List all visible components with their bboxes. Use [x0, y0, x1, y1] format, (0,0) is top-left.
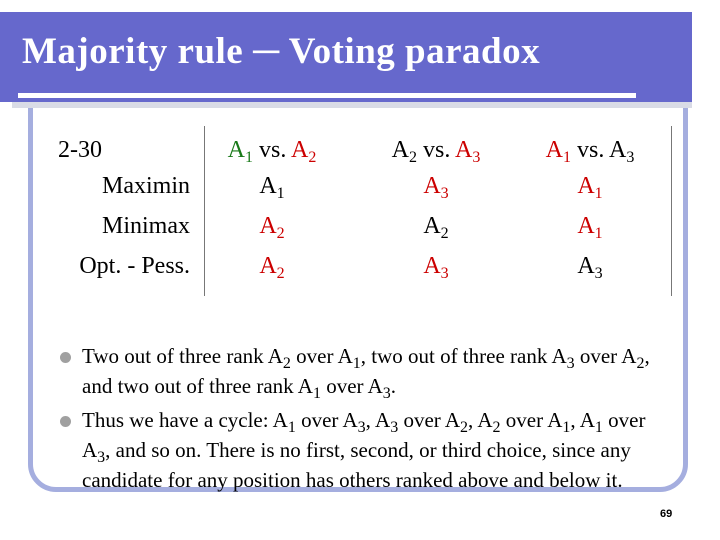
title-underline: [18, 93, 636, 98]
table-row-label: Maximin: [102, 173, 190, 199]
table-corner-label: 2-30: [58, 137, 102, 163]
table-header: $A_1$ vs. $A_3$: [545, 137, 635, 166]
table-border-right: [671, 126, 672, 296]
table-cell: $A_1$: [577, 173, 603, 202]
bullet-item: [60, 409, 660, 491]
table-cell: $A_1$: [259, 173, 285, 202]
table-header: $A_1$ vs. $A_2$: [227, 137, 317, 166]
bullet-dot-icon: [60, 416, 71, 427]
table-row-label: Opt. - Pess.: [79, 253, 190, 279]
table-border-left: [204, 126, 205, 296]
bullet-list: [60, 345, 660, 495]
bullet-text: Two out of three rank $A_2$ over $A_1$, two out of three rank $A_3$ over $A_2$, and two out of three rank $A_1$ over $A_3$.: [82, 344, 650, 402]
table-cell: $A_2$: [259, 253, 285, 282]
slide-title: Majority rule ─ Voting paradox: [22, 31, 541, 72]
table-cell: $A_2$: [423, 213, 449, 242]
table-cell: $A_3$: [423, 253, 449, 282]
table-cell: $A_2$: [259, 213, 285, 242]
table-cell: $A_3$: [423, 173, 449, 202]
bullet-dot-icon: [60, 352, 71, 363]
table-cell: $A_3$: [577, 253, 603, 282]
table-header: $A_2$ vs. $A_3$: [391, 137, 481, 166]
bullet-item: [60, 345, 660, 405]
page-number: 69: [660, 508, 673, 520]
table-cell: $A_1$: [577, 213, 603, 242]
bullet-text: Thus we have a cycle: $A_1$ over $A_3$, $A_3$ over $A_2$, $A_2$ over $A_1$, $A_1$ over $A_3$, and so on. There is no first, second, or third choice, since any candidate for any position has others ranked above and below it.: [82, 408, 646, 492]
table-row-label: Minimax: [102, 213, 190, 239]
